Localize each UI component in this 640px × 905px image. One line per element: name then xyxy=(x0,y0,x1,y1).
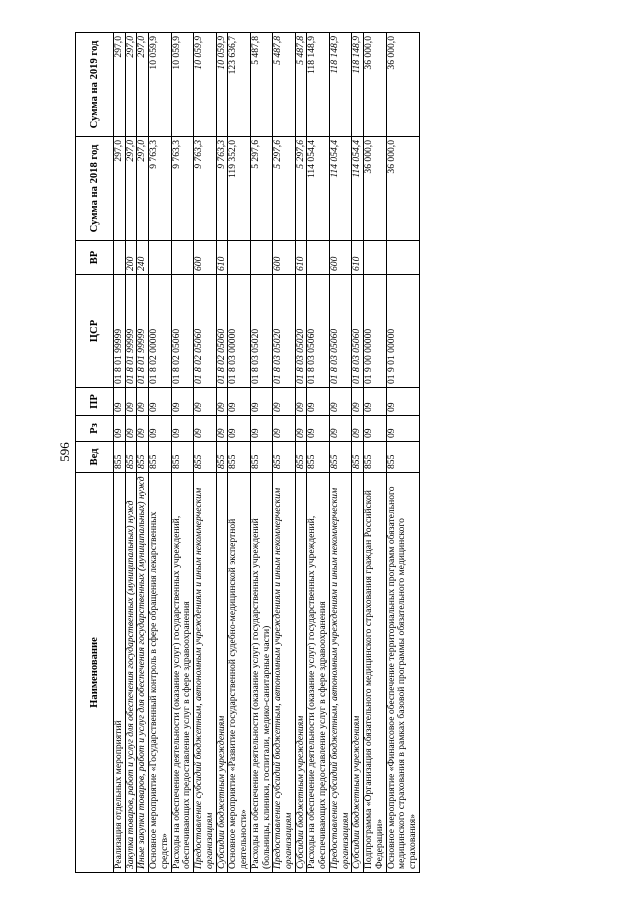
cell-sum-2018: 114 054,4 xyxy=(352,137,364,241)
cell-sum-2019: 5 487,8 xyxy=(273,33,295,137)
cell-vr: 600 xyxy=(329,241,351,275)
cell-sum-2018: 297,0 xyxy=(125,137,137,241)
cell-vr: 610 xyxy=(216,241,228,275)
cell-pr: 09 xyxy=(386,388,419,416)
cell-pr: 09 xyxy=(352,388,364,416)
table-row xyxy=(295,33,307,873)
header-sum-2019: Сумма на 2019 год xyxy=(76,33,114,137)
budget-table xyxy=(75,32,420,873)
rotated-table-container xyxy=(75,33,588,873)
cell-pr: 09 xyxy=(364,388,386,416)
cell-pr: 09 xyxy=(114,388,126,416)
cell-name: Основное мероприятие «Государственный контроль в сфере обращения лекарственных средств» xyxy=(149,473,171,873)
cell-ved: 855 xyxy=(329,442,351,473)
cell-vr xyxy=(228,241,250,275)
cell-name: Субсидии бюджетным учреждениям xyxy=(295,473,307,873)
cell-rz: 09 xyxy=(329,416,351,442)
table-row xyxy=(114,33,126,873)
cell-csr: 01 8 02 00000 xyxy=(149,275,171,388)
cell-rz: 09 xyxy=(216,416,228,442)
cell-rz: 09 xyxy=(137,416,149,442)
cell-ved: 855 xyxy=(295,442,307,473)
cell-sum-2019: 5 487,8 xyxy=(250,33,272,137)
table-row xyxy=(273,33,295,873)
table-row xyxy=(149,33,171,873)
cell-vr xyxy=(171,241,193,275)
cell-sum-2018: 5 297,6 xyxy=(273,137,295,241)
cell-pr: 09 xyxy=(307,388,329,416)
table-row xyxy=(228,33,250,873)
cell-sum-2018: 9 763,3 xyxy=(194,137,216,241)
cell-ved: 855 xyxy=(149,442,171,473)
cell-vr xyxy=(386,241,419,275)
cell-sum-2018: 297,0 xyxy=(137,137,149,241)
header-ved: Вед xyxy=(76,442,114,473)
cell-sum-2019: 36 000,0 xyxy=(386,33,419,137)
cell-name: Подпрограмма «Организация обязательного медицинского страхования граждан Российской Федерации» xyxy=(364,473,386,873)
cell-vr: 200 xyxy=(125,241,137,275)
cell-ved: 855 xyxy=(171,442,193,473)
cell-pr: 09 xyxy=(329,388,351,416)
header-name: Наименование xyxy=(76,473,114,873)
cell-pr: 09 xyxy=(228,388,250,416)
cell-csr: 01 8 03 05060 xyxy=(329,275,351,388)
cell-csr: 01 8 03 05060 xyxy=(307,275,329,388)
cell-ved: 855 xyxy=(216,442,228,473)
cell-csr: 01 8 01 99999 xyxy=(137,275,149,388)
cell-name: Предоставление субсидий бюджетным, автономным учреждениям и иным некоммерческим организациям xyxy=(273,473,295,873)
cell-sum-2018: 5 297,6 xyxy=(250,137,272,241)
cell-pr: 09 xyxy=(194,388,216,416)
cell-sum-2019: 10 059,9 xyxy=(216,33,228,137)
cell-sum-2018: 36 000,0 xyxy=(364,137,386,241)
header-vr: ВР xyxy=(76,241,114,275)
cell-name: Иные закупки товаров, работ и услуг для обеспечения государственных (муниципальных) нужд xyxy=(137,473,149,873)
cell-vr xyxy=(364,241,386,275)
cell-rz: 09 xyxy=(114,416,126,442)
cell-pr: 09 xyxy=(295,388,307,416)
cell-csr: 01 8 03 05020 xyxy=(273,275,295,388)
cell-sum-2018: 9 763,3 xyxy=(216,137,228,241)
cell-name: Предоставление субсидий бюджетным, автономным учреждениям и иным некоммерческим организациям xyxy=(329,473,351,873)
cell-rz: 09 xyxy=(307,416,329,442)
cell-rz: 09 xyxy=(273,416,295,442)
cell-name: Субсидии бюджетным учреждениям xyxy=(352,473,364,873)
cell-ved: 855 xyxy=(386,442,419,473)
cell-sum-2019: 297,0 xyxy=(114,33,126,137)
cell-name: Субсидии бюджетным учреждениям xyxy=(216,473,228,873)
cell-rz: 09 xyxy=(250,416,272,442)
cell-rz: 09 xyxy=(295,416,307,442)
cell-sum-2019: 118 148,9 xyxy=(307,33,329,137)
cell-csr: 01 8 01 99999 xyxy=(114,275,126,388)
cell-csr: 01 8 02 05060 xyxy=(171,275,193,388)
cell-csr: 01 8 01 99999 xyxy=(125,275,137,388)
cell-name: Расходы на обеспечение деятельности (оказание услуг) государственных учреждений, обеспечивающих предоставление услуг в сфере здравоохранения xyxy=(307,473,329,873)
header-sum-2018: Сумма на 2018 год xyxy=(76,137,114,241)
cell-rz: 09 xyxy=(364,416,386,442)
cell-name: Расходы на обеспечение деятельности (оказание услуг) государственных учреждений, обеспечивающих предоставление услуг в сфере здравоохранения xyxy=(171,473,193,873)
header-rz: Рз xyxy=(76,416,114,442)
header-pr: ПР xyxy=(76,388,114,416)
cell-name: Предоставление субсидий бюджетным, автономным учреждениям и иным некоммерческим организациям xyxy=(194,473,216,873)
table-header-row xyxy=(76,33,114,873)
cell-csr: 01 8 03 05020 xyxy=(250,275,272,388)
table-row xyxy=(352,33,364,873)
cell-csr: 01 9 00 00000 xyxy=(364,275,386,388)
cell-sum-2018: 9 763,3 xyxy=(149,137,171,241)
cell-pr: 09 xyxy=(149,388,171,416)
cell-ved: 855 xyxy=(250,442,272,473)
cell-pr: 09 xyxy=(273,388,295,416)
cell-rz: 09 xyxy=(386,416,419,442)
table-row xyxy=(216,33,228,873)
header-csr: ЦСР xyxy=(76,275,114,388)
cell-ved: 855 xyxy=(228,442,250,473)
cell-csr: 01 8 03 05060 xyxy=(352,275,364,388)
cell-sum-2019: 10 059,9 xyxy=(194,33,216,137)
cell-rz: 09 xyxy=(352,416,364,442)
table-row xyxy=(250,33,272,873)
cell-vr: 610 xyxy=(295,241,307,275)
cell-csr: 01 8 02 05060 xyxy=(194,275,216,388)
cell-name: Основное мероприятие «Финансовое обеспечение территориальных программ обязательного медицинского страхования в рамках базовой программы обязательного медицинского страхования» xyxy=(386,473,419,873)
cell-vr xyxy=(149,241,171,275)
cell-name: Расходы на обеспечение деятельности (оказание услуг) государственных учреждений (больницы, клиники, госпитали, медико-санитарные части) xyxy=(250,473,272,873)
cell-name: Закупка товаров, работ и услуг для обеспечения государственных (муниципальных) нужд xyxy=(125,473,137,873)
cell-pr: 09 xyxy=(125,388,137,416)
cell-ved: 855 xyxy=(114,442,126,473)
table-row xyxy=(364,33,386,873)
cell-vr xyxy=(114,241,126,275)
cell-sum-2019: 297,0 xyxy=(125,33,137,137)
cell-vr: 610 xyxy=(352,241,364,275)
cell-sum-2019: 297,0 xyxy=(137,33,149,137)
cell-vr xyxy=(250,241,272,275)
page-number: 596 xyxy=(57,442,72,462)
table-row xyxy=(329,33,351,873)
table-row xyxy=(125,33,137,873)
cell-vr xyxy=(307,241,329,275)
cell-rz: 09 xyxy=(194,416,216,442)
cell-sum-2018: 9 763,3 xyxy=(171,137,193,241)
cell-name: Реализация отдельных мероприятий xyxy=(114,473,126,873)
cell-sum-2018: 297,0 xyxy=(114,137,126,241)
cell-rz: 09 xyxy=(149,416,171,442)
cell-sum-2018: 114 054,4 xyxy=(329,137,351,241)
table-row xyxy=(171,33,193,873)
cell-sum-2019: 118 148,9 xyxy=(329,33,351,137)
table-row xyxy=(386,33,419,873)
cell-ved: 855 xyxy=(194,442,216,473)
cell-vr: 600 xyxy=(273,241,295,275)
cell-sum-2019: 10 059,9 xyxy=(171,33,193,137)
cell-sum-2018: 114 054,4 xyxy=(307,137,329,241)
cell-sum-2019: 10 059,9 xyxy=(149,33,171,137)
cell-pr: 09 xyxy=(250,388,272,416)
cell-csr: 01 9 01 00000 xyxy=(386,275,419,388)
cell-csr: 01 8 02 05060 xyxy=(216,275,228,388)
cell-vr: 240 xyxy=(137,241,149,275)
table-row xyxy=(194,33,216,873)
cell-vr: 600 xyxy=(194,241,216,275)
cell-sum-2019: 123 636,7 xyxy=(228,33,250,137)
cell-rz: 09 xyxy=(171,416,193,442)
cell-sum-2019: 5 487,8 xyxy=(295,33,307,137)
cell-sum-2019: 36 000,0 xyxy=(364,33,386,137)
cell-pr: 09 xyxy=(171,388,193,416)
table-body xyxy=(114,33,420,873)
cell-rz: 09 xyxy=(125,416,137,442)
cell-sum-2018: 36 000,0 xyxy=(386,137,419,241)
cell-ved: 855 xyxy=(125,442,137,473)
cell-sum-2019: 118 148,9 xyxy=(352,33,364,137)
table-row xyxy=(307,33,329,873)
cell-pr: 09 xyxy=(137,388,149,416)
cell-csr: 01 8 03 05020 xyxy=(295,275,307,388)
cell-csr: 01 8 03 00000 xyxy=(228,275,250,388)
cell-name: Основное мероприятие «Развитие государственной судебно-медицинской экспертной деятельности» xyxy=(228,473,250,873)
cell-ved: 855 xyxy=(307,442,329,473)
cell-ved: 855 xyxy=(364,442,386,473)
budget-sheet xyxy=(75,33,588,873)
cell-rz: 09 xyxy=(228,416,250,442)
cell-sum-2018: 119 352,0 xyxy=(228,137,250,241)
table-row xyxy=(137,33,149,873)
cell-pr: 09 xyxy=(216,388,228,416)
cell-ved: 855 xyxy=(352,442,364,473)
cell-ved: 855 xyxy=(273,442,295,473)
cell-sum-2018: 5 297,6 xyxy=(295,137,307,241)
cell-ved: 855 xyxy=(137,442,149,473)
